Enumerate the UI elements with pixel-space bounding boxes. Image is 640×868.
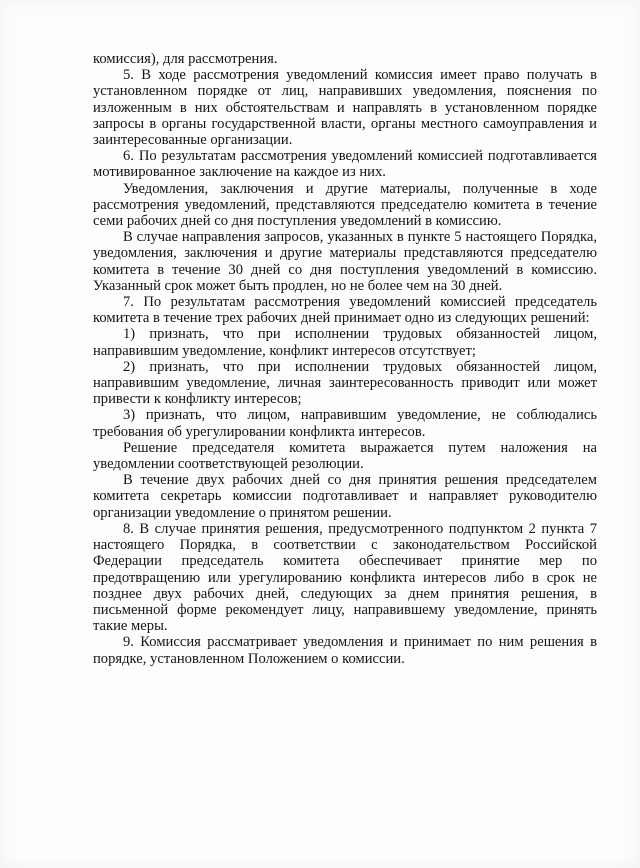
- paragraph-requests: В случае направления запросов, указанных в пункте 5 настоящего Порядка, уведомления, заключения и другие материалы представляются председателю комитета в течение 30 дней со дня поступления уведомлений в комиссию. Указанный срок может быть продлен, но не более чем на 30 дней.: [93, 229, 597, 294]
- paragraph-item-6: 6. По результатам рассмотрения уведомлений комиссией подготавливается мотивированное заключение на каждое из них.: [93, 148, 597, 181]
- paragraph-continuation: комиссия), для рассмотрения.: [93, 51, 278, 67]
- paragraph-decision-3: 3) признать, что лицом, направившим уведомление, не соблюдались требования об урегулировании конфликта интересов.: [93, 407, 597, 440]
- paragraph-item-8: 8. В случае принятия решения, предусмотренного подпунктом 2 пункта 7 настоящего Порядка, в соответствии с законодательством Российской Федерации председатель комитета обеспечивает принятие мер по предотвращению или урегулированию конфликта интересов либо в срок не позднее двух рабочих дней, следующих за днем принятия решения, в письменной форме рекомендует лицу, направившему уведомление, принять такие меры.: [93, 520, 597, 635]
- paragraph-materials: Уведомления, заключения и другие материалы, полученные в ходе рассмотрения уведомлений, представляются председателю комитета в течение семи рабочих дней со дня поступления уведомлений в комиссию.: [93, 180, 597, 230]
- paragraph-notification: В течение двух рабочих дней со дня принятия решения председателем комитета секретарь комиссии подготавливает и направляет руководителю организации уведомление о принятом решении.: [93, 472, 597, 521]
- document-body: [93, 51, 597, 667]
- paragraph-item-9: 9. Комиссия рассматривает уведомления и принимает по ним решения в порядке, установленном Положением о комиссии.: [93, 634, 597, 667]
- paragraph-resolution: Решение председателя комитета выражается путем наложения на уведомлении соответствующей резолюции.: [93, 439, 597, 473]
- paragraph-decision-1: 1) признать, что при исполнении трудовых обязанностей лицом, направившим уведомление, конфликт интересов отсутствует;: [93, 326, 597, 359]
- paragraph-item-5: 5. В ходе рассмотрения уведомлений комиссия имеет право получать в установленном порядке от лиц, направивших уведомления, пояснения по изложенным в них обстоятельствам и направлять в установленном порядке запросы в органы государственной власти, органы местного самоуправления и заинтересованные организации.: [93, 67, 597, 149]
- paragraph-item-7: 7. По результатам рассмотрения уведомлений комиссией председатель комитета в течение трех рабочих дней принимает одно из следующих решений:: [93, 294, 597, 327]
- paragraph-decision-2: 2) признать, что при исполнении трудовых обязанностей лицом, направившим уведомление, личная заинтересованность приводит или может привести к конфликту интересов;: [93, 358, 597, 408]
